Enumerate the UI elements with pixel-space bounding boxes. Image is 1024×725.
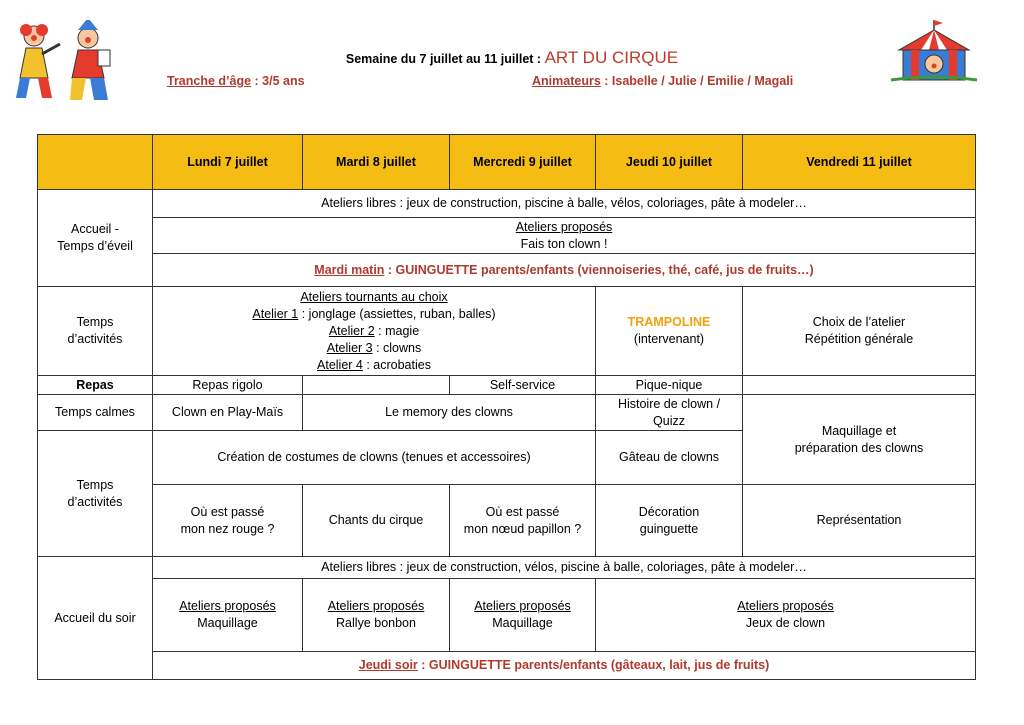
week-title [0,48,1024,68]
calmes-vendredi: Maquillage et préparation des clowns [743,395,976,485]
activites2-jeudi: Décoration guinguette [596,485,743,557]
table-row [38,652,976,680]
row-label-activites: Temps d’activités [38,287,153,376]
table-row [38,287,976,376]
day-header: Jeudi 10 juillet [596,135,743,190]
activites2-mercredi: Où est passé mon nœud papillon ? [450,485,596,557]
row-label-activites-2: Temps d’activités [38,431,153,557]
age-label: Tranche d’âge [167,74,252,88]
soir-mercredi: Ateliers proposés Maquillage [450,579,596,652]
table-row [38,557,976,579]
activites2-lundi: Où est passé mon nez rouge ? [153,485,303,557]
soir-lundi: Ateliers proposés Maquillage [153,579,303,652]
animators-label: Animateurs [532,74,601,88]
table-row [38,376,976,395]
table-row [38,485,976,557]
trampoline-cell: TRAMPOLINE (intervenant) [596,287,743,376]
repas-mercredi: Self-service [450,376,596,395]
activites2-mardi: Chants du cirque [303,485,450,557]
table-row [38,579,976,652]
header-row [38,135,976,190]
activites2-vendredi: Représentation [743,485,976,557]
accueil-proposes: Ateliers proposés Fais ton clown ! [153,218,976,254]
table-row [38,395,976,431]
week-label: Semaine du 7 juillet au 11 juillet : [345,52,542,66]
guinguette-soir: Jeudi soir : GUINGUETTE parents/enfants (gâteaux, lait, jus de fruits) [153,652,976,680]
calmes-lundi: Clown en Play-Maïs [153,395,303,431]
animators [532,74,793,88]
theme-title: ART DU CIRQUE [544,48,679,67]
repas-jeudi: Pique-nique [596,376,743,395]
soir-libres: Ateliers libres : jeux de construction, vélos, piscine à balle, coloriages, pâte à modeler… [153,557,976,579]
day-header: Lundi 7 juillet [153,135,303,190]
accueil-libres: Ateliers libres : jeux de construction, piscine à balle, vélos, coloriages, pâte à modeler… [153,190,976,218]
table-row [38,254,976,287]
row-label-accueil: Accueil - Temps d’éveil [38,190,153,287]
calmes-memory: Le memory des clowns [303,395,596,431]
age-range [167,74,305,88]
row-label-repas: Repas [38,376,153,395]
age-value: : 3/5 ans [251,74,305,88]
soir-jeudi-vendredi: Ateliers proposés Jeux de clown [596,579,976,652]
table-row [38,190,976,218]
choix-atelier-cell: Choix de l’atelier Répétition générale [743,287,976,376]
header-corner [38,135,153,190]
day-header: Vendredi 11 juillet [743,135,976,190]
day-header: Mercredi 9 juillet [450,135,596,190]
costumes-cell: Création de costumes de clowns (tenues et accessoires) [153,431,596,485]
schedule-table [37,134,976,680]
guinguette-matin: Mardi matin : GUINGUETTE parents/enfants (viennoiseries, thé, café, jus de fruits…) [153,254,976,287]
gateau-cell: Gâteau de clowns [596,431,743,485]
repas-vendredi [743,376,976,395]
soir-mardi: Ateliers proposés Rallye bonbon [303,579,450,652]
row-label-soir: Accueil du soir [38,557,153,680]
calmes-jeudi: Histoire de clown / Quizz [596,395,743,431]
row-label-calmes: Temps calmes [38,395,153,431]
ateliers-tournants: Ateliers tournants au choix Atelier 1 : jonglage (assiettes, ruban, balles) Atelier 2 : magie Atelier 3 : clowns Atelier 4 : acrobaties [153,287,596,376]
day-header: Mardi 8 juillet [303,135,450,190]
table-row [38,218,976,254]
repas-mardi [303,376,450,395]
animators-value: : Isabelle / Julie / Emilie / Magali [600,74,794,88]
repas-lundi: Repas rigolo [153,376,303,395]
